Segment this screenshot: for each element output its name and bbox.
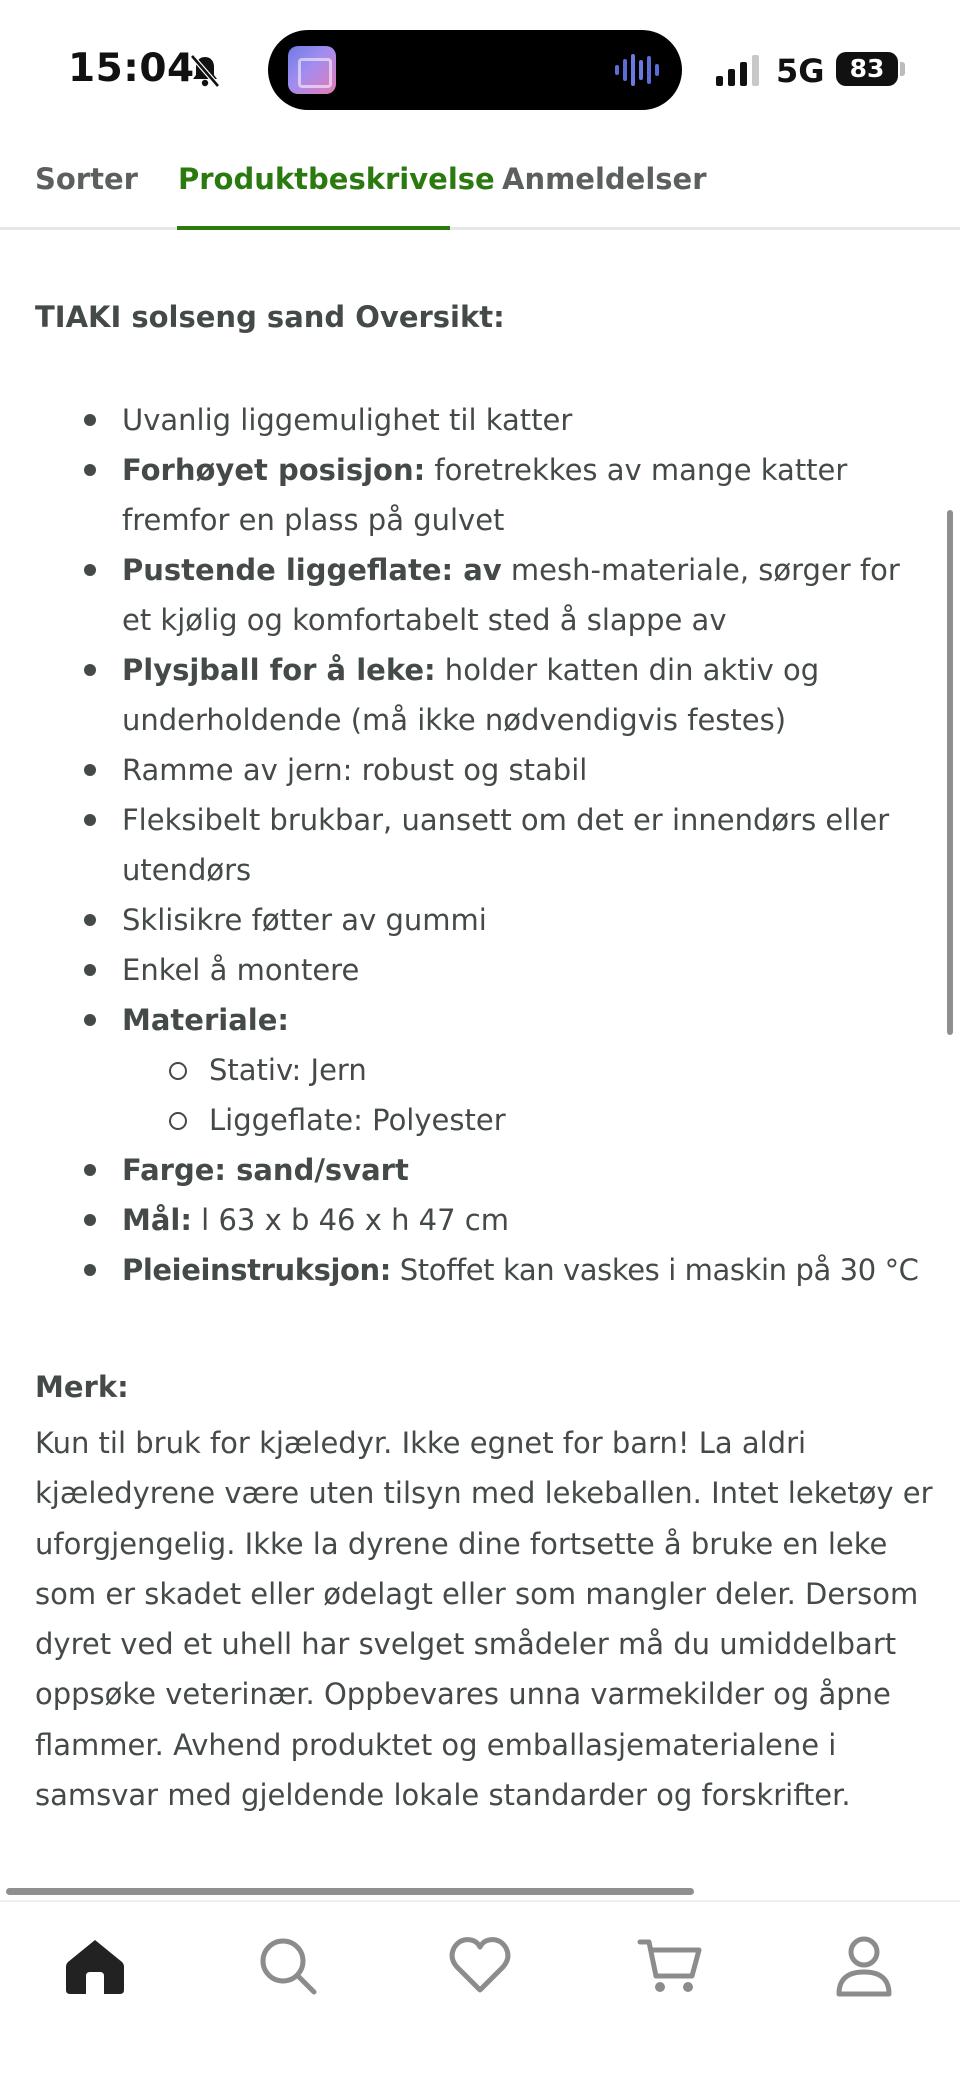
app-thumbnail-icon: [288, 46, 336, 94]
battery-level: 83: [849, 54, 885, 83]
sub-list-item: Stativ: Jern: [209, 1045, 960, 1095]
home-icon: [60, 1930, 130, 2000]
note-body: Kun til bruk for kjæledyr. Ikke egnet for barn! La aldri kjæledyrene være uten tilsyn med lekeballen. Intet leketøy er uforgjengelig. Ikke la dyrene dine fortsette å bruke en leke som er skadet eller ødelagt eller som mangler deler. Dersom dyret ved et uhell har svelget smådeler må du umiddelbart oppsøke veterinær. Oppbevares unna varmekilder og åpne flammer. Avhend produktet og emballasjematerialene i samsvar med gjeldende lokale standarder og forskrifter.: [35, 1426, 933, 1813]
product-tabs: [0, 140, 960, 230]
tab-sorter[interactable]: Sorter: [35, 162, 138, 196]
signal-icon: [714, 54, 764, 88]
search-icon: [252, 1930, 322, 2000]
tab-produktbeskrivelse[interactable]: Produktbeskrivelse: [178, 162, 495, 196]
active-tab-indicator: [177, 226, 450, 230]
note-title: Merk:: [35, 1370, 129, 1404]
overview-title: TIAKI solseng sand Oversikt:: [35, 300, 505, 334]
nav-cart-button[interactable]: [636, 1930, 706, 2000]
sub-list-item: Liggeflate: Polyester: [209, 1095, 960, 1145]
status-bar: [0, 0, 960, 140]
profile-icon: [829, 1930, 899, 2000]
dynamic-island: [268, 30, 682, 110]
list-item: Fleksibelt brukbar, uansett om det er innendørs eller utendørs: [122, 795, 932, 895]
nav-home-button[interactable]: [60, 1930, 130, 2000]
list-item: Pleieinstruksjon: Stoffet kan vaskes i maskin på 30 °C: [122, 1245, 952, 1295]
battery-icon: [836, 52, 898, 86]
bell-muted-icon: [186, 52, 224, 90]
cart-icon: [636, 1930, 706, 2000]
list-item: Forhøyet posisjon: foretrekkes av mange katter fremfor en plass på gulvet: [122, 445, 932, 545]
bottom-navigation: [0, 1900, 960, 2086]
nav-profile-button[interactable]: [829, 1930, 899, 2000]
battery-cap: [900, 62, 905, 76]
vertical-scrollbar[interactable]: [947, 510, 953, 1035]
horizontal-scrollbar[interactable]: [6, 1888, 694, 1895]
list-item: Pustende liggeflate: av mesh-materiale, sørger for et kjølig og komfortabelt sted å slappe av: [122, 545, 932, 645]
nav-search-button[interactable]: [252, 1930, 322, 2000]
list-item: Ramme av jern: robust og stabil: [122, 745, 932, 795]
tab-anmeldelser[interactable]: Anmeldelser: [502, 162, 707, 196]
audio-wave-icon: [614, 52, 660, 88]
nav-favorites-button[interactable]: [445, 1930, 515, 2000]
status-time: 15:04: [68, 46, 195, 91]
list-item: Mål: l 63 x b 46 x h 47 cm: [122, 1195, 932, 1245]
heart-icon: [445, 1930, 515, 2000]
list-item: Materiale:: [122, 995, 932, 1045]
list-item: Sklisikre føtter av gummi: [122, 895, 932, 945]
list-item: Farge: sand/svart: [122, 1145, 932, 1195]
network-type: 5G: [776, 52, 825, 90]
list-item: Enkel å montere: [122, 945, 932, 995]
list-item: Plysjball for å leke: holder katten din aktiv og underholdende (må ikke nødvendigvis festes): [122, 645, 932, 745]
list-item: Uvanlig liggemulighet til katter: [122, 395, 932, 445]
